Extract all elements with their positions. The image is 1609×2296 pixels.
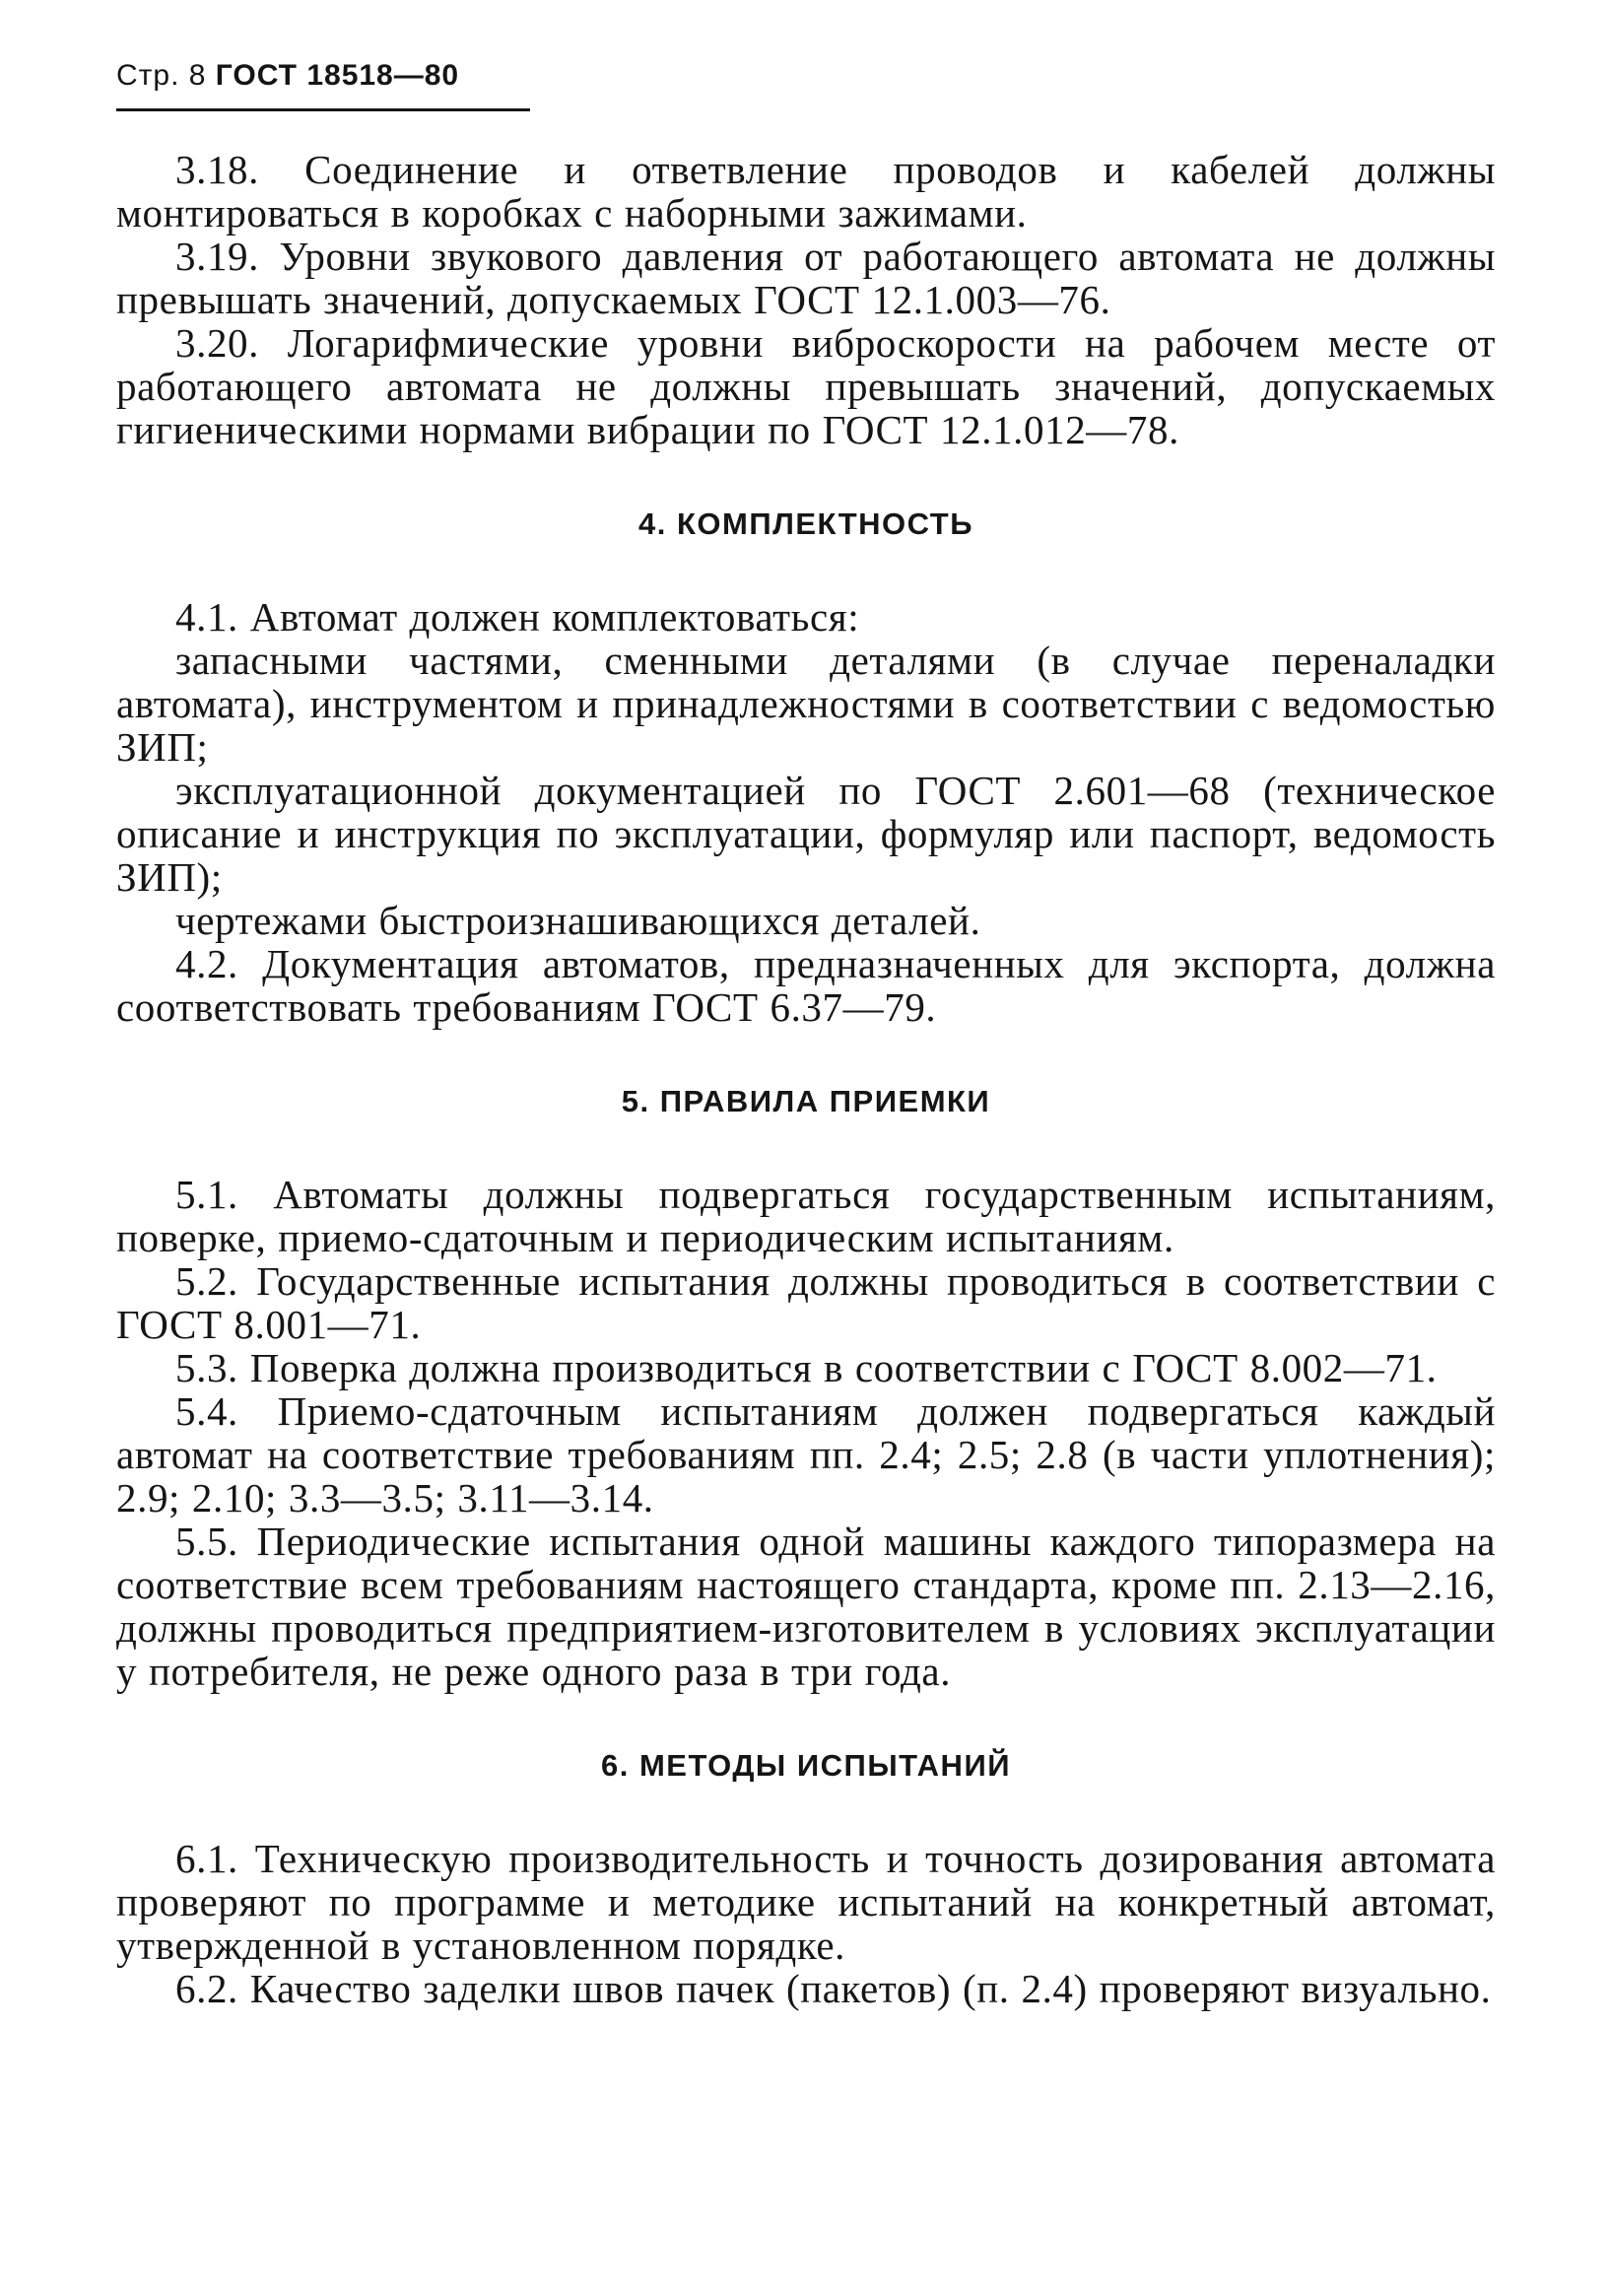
paragraph-4-2: 4.2. Документация автоматов, предназначенных для экспорта, должна соответствовать требованиям ГОСТ 6.37—79. — [116, 941, 1496, 1030]
list-item-drawings: чертежами быстроизнашивающихся деталей. — [175, 898, 981, 943]
paragraph-3-20: 3.20. Логарифмические уровни виброскорости на рабочем месте от работающего автомата не должны превышать значений, допускаемых гигиеническими нормами вибрации по ГОСТ 12.1.012—78. — [116, 320, 1496, 452]
section-heading-acceptance-rules: 5. ПРАВИЛА ПРИЕМКИ — [621, 1084, 991, 1118]
list-item-spare-parts: запасными частями, сменными деталями (в случае переналадки автомата), инструментом и принадлежностями в соответствии с ведомостью ЗИП; — [116, 638, 1496, 770]
page-number-label: Стр. 8 — [116, 59, 207, 92]
paragraph-5-2: 5.2. Государственные испытания должны проводиться в соответствии с ГОСТ 8.001—71. — [116, 1258, 1496, 1347]
paragraph-3-18: 3.18. Соединение и ответвление проводов и кабелей должны монтироваться в коробках с наборными зажимами. — [116, 147, 1496, 236]
paragraph-6-1: 6.1. Техническую производительность и точность дозирования автомата проверяют по программе и методике испытаний на конкретный автомат, утвержденной в установленном порядке. — [116, 1836, 1496, 1968]
paragraph-5-1: 5.1. Автоматы должны подвергаться государственным испытаниям, поверке, приемо-сдаточным и периодическим испытаниям. — [116, 1172, 1496, 1260]
document-body — [116, 148, 1496, 2010]
standard-number: ГОСТ 18518—80 — [215, 59, 460, 92]
paragraph-5-4: 5.4. Приемо-сдаточным испытаниям должен подвергаться каждый автомат на соответствие требованиям пп. 2.4; 2.5; 2.8 (в части уплотнения); 2.9; 2.10; 3.3—3.5; 3.11—3.14. — [116, 1388, 1496, 1520]
header-rule — [116, 108, 530, 111]
paragraph-5-3: 5.3. Поверка должна производиться в соответствии с ГОСТ 8.002—71. — [175, 1345, 1438, 1390]
section-heading-test-methods: 6. МЕТОДЫ ИСПЫТАНИЙ — [601, 1748, 1011, 1783]
list-item-documentation: эксплуатационной документацией по ГОСТ 2.601—68 (техническое описание и инструкция по эксплуатации, формуляр или паспорт, ведомость ЗИП); — [116, 768, 1496, 900]
paragraph-5-5: 5.5. Периодические испытания одной машины каждого типоразмера на соответствие всем требованиям настоящего стандарта, кроме пп. 2.13—2.16, должны проводиться предприятием-изготовителем в условиях эксплуатации у потребителя, не реже одного раза в три года. — [116, 1519, 1496, 1694]
section-heading-completeness: 4. КОМПЛЕКТНОСТЬ — [638, 506, 973, 541]
page-header — [116, 59, 459, 93]
paragraph-4-1: 4.1. Автомат должен комплектоваться: — [175, 594, 860, 640]
paragraph-6-2: 6.2. Качество заделки швов пачек (пакетов) (п. 2.4) проверяют визуально. — [175, 1966, 1492, 2011]
paragraph-3-19: 3.19. Уровни звукового давления от работающего автомата не должны превышать значений, допускаемых ГОСТ 12.1.003—76. — [116, 234, 1496, 322]
